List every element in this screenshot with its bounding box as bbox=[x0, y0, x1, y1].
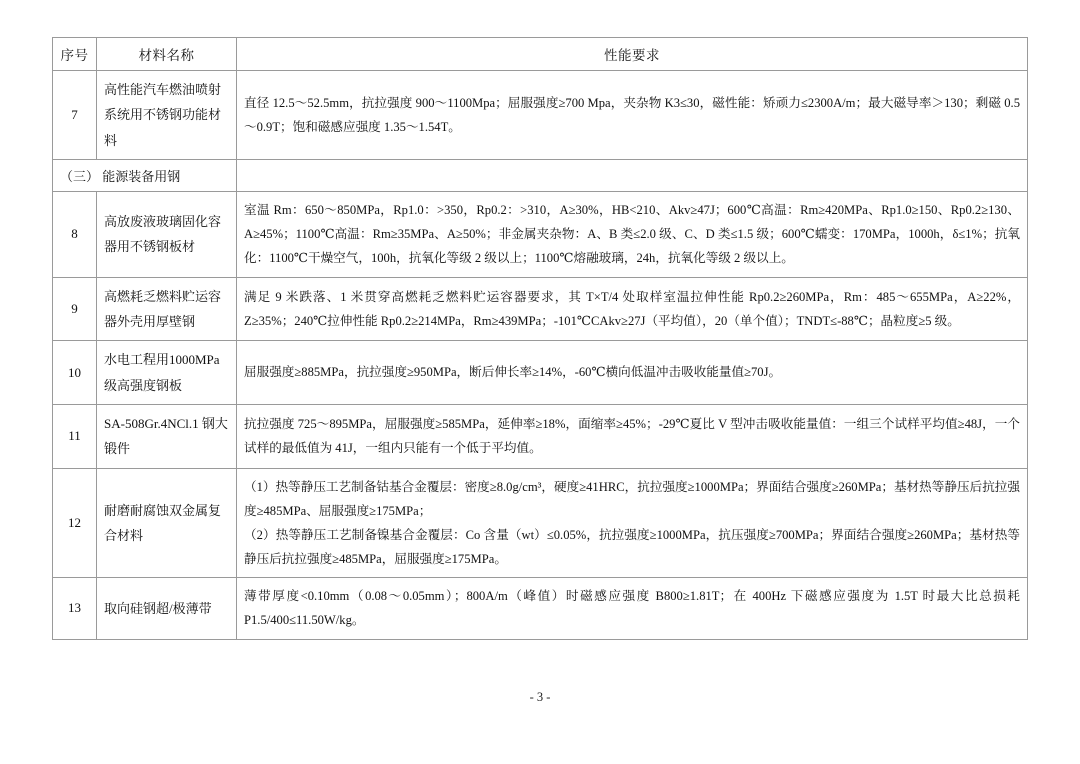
row-material-name: 水电工程用1000MPa 级高强度钢板 bbox=[97, 341, 237, 405]
table-row bbox=[53, 404, 1028, 468]
row-material-name: SA-508Gr.4NCl.1 钢大锻件 bbox=[97, 404, 237, 468]
row-number: 8 bbox=[53, 192, 97, 278]
page-number: - 3 - bbox=[529, 690, 551, 704]
row-material-name: 耐磨耐腐蚀双金属复合材料 bbox=[97, 468, 237, 578]
requirement-line: 抗拉强度 725～895MPa，屈服强度≥585MPa，延伸率≥18%，面缩率≥45%；-29℃夏比 V 型冲击吸收能量值：一组三个试样平均值≥48J，一个试样的最低值为 41J，一组内只能有一个低于平均值。 bbox=[244, 417, 1020, 456]
table-body bbox=[53, 71, 1028, 640]
row-requirement bbox=[237, 578, 1028, 639]
row-requirement bbox=[237, 404, 1028, 468]
requirement-line: （2）热等静压工艺制备镍基合金覆层：Co 含量（wt）≤0.05%，抗拉强度≥1000MPa，抗压强度≥700MPa；界面结合强度≥260MPa；基材热等静压后抗拉强度≥485MPa，屈服强度≥175MPa。 bbox=[244, 527, 1020, 567]
requirement-line: 屈服强度≥885MPa，抗拉强度≥950MPa，断后伸长率≥14%，-60℃横向低温冲击吸收能量值≥70J。 bbox=[244, 365, 782, 380]
row-number: 12 bbox=[53, 468, 97, 578]
group-number: （三） bbox=[60, 169, 100, 185]
row-number: 13 bbox=[53, 578, 97, 639]
row-requirement bbox=[237, 192, 1028, 278]
table-row bbox=[53, 277, 1028, 341]
header-cell-name: 材料名称 bbox=[97, 38, 237, 71]
header-cell-requirement: 性能要求 bbox=[237, 38, 1028, 71]
table-row bbox=[53, 341, 1028, 405]
row-number: 7 bbox=[53, 71, 97, 160]
header-cell-no: 序号 bbox=[53, 38, 97, 71]
table-header bbox=[53, 38, 1028, 71]
requirement-line: 薄带厚度<0.10mm（0.08～0.05mm）；800A/m（峰值）时磁感应强度 B800≥1.81T；在 400Hz 下磁感应强度为 1.5T 时最大比总损耗 P1.5/400≤11.50W/kg。 bbox=[244, 589, 1020, 628]
row-requirement bbox=[237, 71, 1028, 160]
row-requirement bbox=[237, 277, 1028, 341]
row-number: 10 bbox=[53, 341, 97, 405]
row-requirement bbox=[237, 468, 1028, 578]
row-material-name: 取向硅钢超/极薄带 bbox=[97, 578, 237, 639]
row-requirement bbox=[237, 341, 1028, 405]
row-material-name: 高性能汽车燃油喷射系统用不锈钢功能材料 bbox=[97, 71, 237, 160]
row-number: 11 bbox=[53, 404, 97, 468]
materials-requirements-table bbox=[52, 37, 1028, 640]
table-row-group bbox=[53, 160, 1028, 192]
group-label bbox=[53, 160, 237, 192]
group-requirement-empty bbox=[237, 160, 1028, 192]
table-row bbox=[53, 468, 1028, 578]
group-name: 能源装备用钢 bbox=[102, 169, 181, 185]
requirement-line: 满足 9 米跌落、1 米贯穿高燃耗乏燃料贮运容器要求，其 T×T/4 处取样室温拉伸性能 Rp0.2≥260MPa，Rm：485～655MPa，A≥22%，Z≥35%；240℃拉伸性能 Rp0.2≥214MPa，Rm≥439MPa；-101℃CAkv≥27J（平均值），20（单个值）；TNDT≤-88℃；晶粒度≥5 级。 bbox=[244, 289, 1020, 328]
requirement-line: 直径 12.5～52.5mm，抗拉强度 900～1100Mpa；屈服强度≥700 Mpa，夹杂物 K3≤30，磁性能：矫顽力≤2300A/m；最大磁导率＞130；剩磁 0.5～0.9T；饱和磁感应强度 1.35～1.54T。 bbox=[244, 95, 1020, 135]
table-row bbox=[53, 578, 1028, 639]
table-row bbox=[53, 71, 1028, 160]
row-number: 9 bbox=[53, 277, 97, 341]
requirement-line: 室温 Rm：650～850MPa，Rp1.0：>350，Rp0.2：>310，A≥30%，HB<210、Akv≥47J；600℃高温：Rm≥420MPa、Rp1.0≥150、Rp0.2≥130、A≥45%；1100℃高温：Rm≥35MPa、A≥50%；非金属夹杂物：A、B 类≤2.0 级、C、D 类≤1.5 级；600℃蠕变：170MPa，1000h，δ≤1%；抗氧化：1100℃干燥空气，100h，抗氧化等级 2 级以上；1100℃熔融玻璃，24h，抗氧化等级 2 级以上。 bbox=[244, 203, 1020, 266]
table-row bbox=[53, 192, 1028, 278]
row-material-name: 高放废液玻璃固化容器用不锈钢板材 bbox=[97, 192, 237, 278]
requirement-line: （1）热等静压工艺制备钴基合金覆层：密度≥8.0g/cm³，硬度≥41HRC，抗拉强度≥1000MPa；界面结合强度≥260MPa；基材热等静压后抗拉强度≥485MPa、屈服强度≥175MPa； bbox=[244, 479, 1020, 518]
row-material-name: 高燃耗乏燃料贮运容器外壳用厚壁钢 bbox=[97, 277, 237, 341]
table-header-row bbox=[53, 38, 1028, 71]
